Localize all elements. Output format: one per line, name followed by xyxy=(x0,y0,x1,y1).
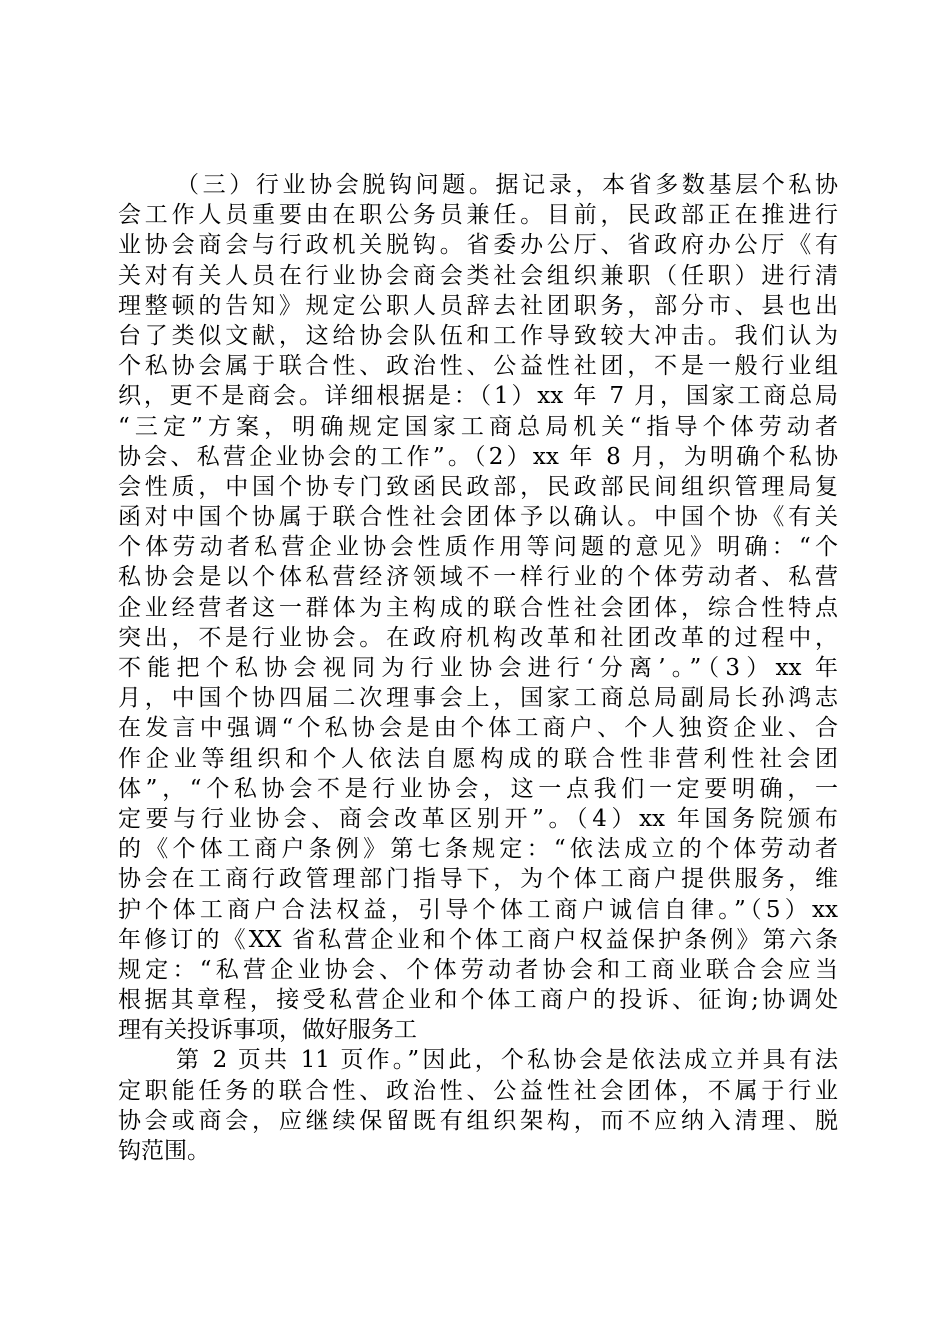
text-line: 钩范围。 xyxy=(118,1138,210,1164)
text-line: 理整顿的告知》规定公职人员辞去社团职务，部分市、县也出 xyxy=(118,292,838,319)
text-line: 私协会是以个体私营经济领域不一样行业的个体劳动者、私营 xyxy=(118,564,838,591)
text-line: 协会或商会，应继续保留既有组织架构，而不应纳入清理、脱 xyxy=(118,1107,838,1134)
document-body xyxy=(118,170,838,1166)
text-line: 业协会商会与行政机关脱钩。省委办公厅、省政府办公厅《有 xyxy=(118,232,838,259)
text-line: 护个体工商户合法权益，引导个体工商户诚信自律。”（5）xx xyxy=(118,896,838,923)
text-line: 协会在工商行政管理部门指导下，为个体工商户提供服务，维 xyxy=(118,866,838,893)
text-line: 月，中国个协四届二次理事会上，国家工商总局副局长孙鸿志 xyxy=(118,685,838,712)
text-line: 的《个体工商户条例》第七条规定：“依法成立的个体劳动者 xyxy=(118,836,838,863)
text-line: 根据其章程，接受私营企业和个体工商户的投诉、征询;协调处 xyxy=(118,987,838,1014)
paragraph-continuation xyxy=(118,1045,838,1166)
text-line: 不能把个私协会视同为行业协会进行‘分离’。”（3）xx 年 xyxy=(118,655,838,681)
text-line: 会性质，中国个协专门致函民政部，民政部民间组织管理局复 xyxy=(118,473,838,500)
text-line: “三定”方案，明确规定国家工商总局机关“指导个体劳动者 xyxy=(118,413,838,440)
text-line: 企业经营者这一群体为主构成的联合性社会团体，综合性特点 xyxy=(118,594,838,621)
page-footer-line: 第 2 页共 11 页作。”因此，个私协会是依法成立并具有法 xyxy=(176,1047,838,1074)
text-line: 协会、私营企业协会的工作”。（2）xx 年 8 月，为明确个私协 xyxy=(118,443,838,470)
text-line: 作企业等组织和个人依法自愿构成的联合性非营利性社会团 xyxy=(118,745,838,772)
text-line: 台了类似文献，这给协会队伍和工作导致较大冲击。我们认为 xyxy=(118,322,838,349)
text-line: （三）行业协会脱钩问题。据记录，本省多数基层个私协 xyxy=(176,172,838,198)
text-line: 关对有关人员在行业协会商会类社会组织兼职（任职）进行清 xyxy=(118,262,838,289)
text-line: 在发言中强调“个私协会是由个体工商户、个人独资企业、合 xyxy=(118,715,838,742)
paragraph-section-3 xyxy=(118,170,838,1045)
text-line: 个私协会属于联合性、政治性、公益性社团，不是一般行业组 xyxy=(118,353,838,380)
text-line: 定要与行业协会、商会改革区别开”。（4）xx 年国务院颁布 xyxy=(118,805,838,832)
text-line: 织，更不是商会。详细根据是：（1）xx 年 7 月，国家工商总局 xyxy=(118,383,838,410)
text-line: 会工作人员重要由在职公务员兼任。目前，民政部正在推进行 xyxy=(118,202,838,229)
text-line: 规定：“私营企业协会、个体劳动者协会和工商业联合会应当 xyxy=(118,956,838,983)
text-line: 体”，“个私协会不是行业协会，这一点我们一定要明确，一 xyxy=(118,775,838,802)
text-line: 理有关投诉事项，做好服务工 xyxy=(118,1017,417,1044)
text-line: 函对中国个协属于联合性社会团体予以确认。中国个协《有关 xyxy=(118,504,838,531)
text-line: 个体劳动者私营企业协会性质作用等问题的意见》明确：“个 xyxy=(118,534,838,561)
text-line: 突出，不是行业协会。在政府机构改革和社团改革的过程中， xyxy=(118,624,838,651)
text-line: 年修订的《XX 省私营企业和个体工商户权益保护条例》第六条 xyxy=(118,926,838,953)
text-line: 定职能任务的联合性、政治性、公益性社会团体，不属于行业 xyxy=(118,1077,838,1104)
